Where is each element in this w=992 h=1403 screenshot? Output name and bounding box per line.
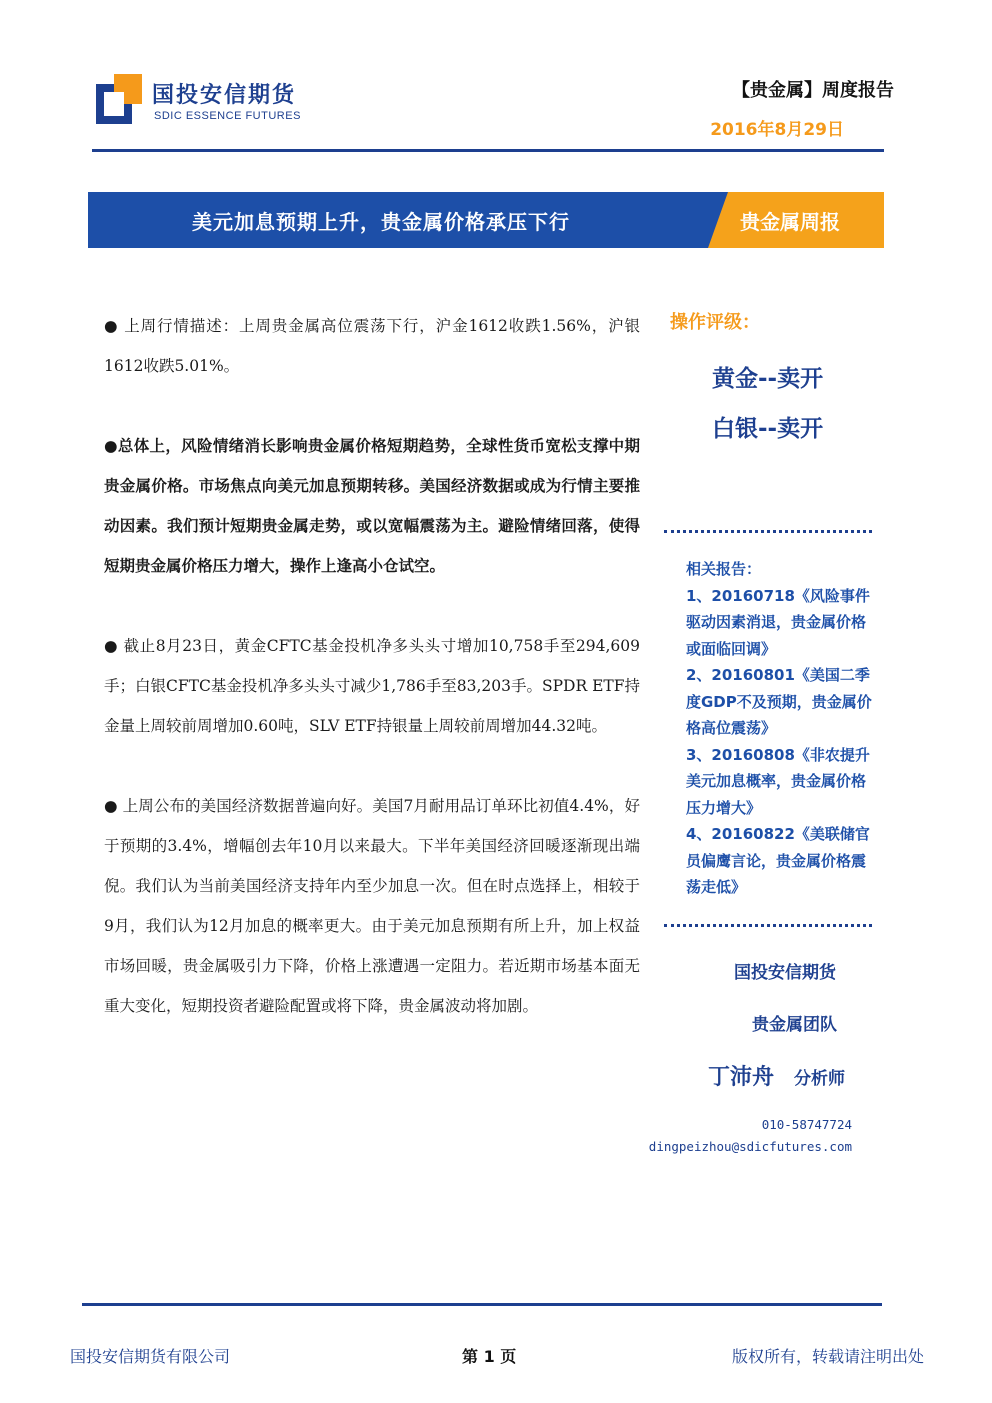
related-report-item[interactable]: 4、20160822《美联储官员偏鹰言论，贵金属价格震荡走低》 [686, 825, 870, 896]
contact-email[interactable]: dingpeizhou@sdicfutures.com [648, 1139, 852, 1154]
analyst-name: 丁沛舟 [708, 1065, 775, 1090]
company-logo [96, 74, 316, 130]
report-type: 【贵金属】周度报告 [732, 80, 894, 101]
related-report-item[interactable]: 3、20160808《非农提升美元加息概率，贵金属价格压力增大》 [686, 745, 870, 817]
logo-company-name-en: SDIC ESSENCE FUTURES [154, 110, 301, 122]
side-divider-top [664, 530, 872, 533]
contact-phone: 010-58747724 [761, 1117, 852, 1132]
title-banner [88, 192, 884, 248]
footer-copyright: 版权所有，转载请注明出处 [731, 1347, 924, 1366]
logo-company-name: 国投安信期货 [152, 83, 297, 108]
related-report-item[interactable]: 2、20160801《美国二季度GDP不及预期，贵金属价格高位震荡》 [686, 666, 872, 737]
overall-view-paragraph: ●总体上，风险情绪消长影响贵金属价格短期趋势，全球性货币宽松支撑中期贵金属价格。市场焦点向美元加息预期转移。美国经济数据或成为行情主要推动因素。我们预计短期贵金属走势，或以宽幅震荡为主。避险情绪回落，使得短期贵金属价格压力增大，操作上逢高小仓试空。 [104, 437, 640, 575]
footer-company: 国投安信期货有限公司 [70, 1347, 231, 1366]
report-title: 美元加息预期上升，贵金属价格承压下行 [192, 210, 570, 234]
related-reports [686, 556, 872, 901]
rating-silver: 白银--卖开 [712, 416, 824, 442]
footer-divider [82, 1303, 882, 1306]
contact-info [634, 1114, 852, 1158]
logo-mark-icon [96, 74, 142, 126]
related-report-item[interactable]: 1、20160718《风险事件驱动因素消退，贵金属价格或面临回调》 [686, 586, 870, 658]
related-reports-title: 相关报告： [686, 560, 762, 578]
header-divider [92, 149, 884, 152]
report-category-tag: 贵金属周报 [740, 210, 840, 234]
report-date: 2016年8月29日 [710, 120, 844, 140]
team-company: 国投安信期货 [734, 963, 836, 983]
page-number: 第 1 页 [462, 1347, 517, 1366]
team-name: 贵金属团队 [752, 1015, 837, 1035]
rating-gold: 黄金--卖开 [712, 366, 824, 392]
side-divider-bottom [664, 924, 872, 927]
analyst [708, 1060, 845, 1091]
economic-data-paragraph: ● 上周公布的美国经济数据普遍向好。美国7月耐用品订单环比初值4.4%，好于预期的3.4%，增幅创去年10月以来最大。下半年美国经济回暖逐渐现出端倪。我们认为当前美国经济支持年内至少加息一次。但在时点选择上，相较于9月，我们认为12月加息的概率更大。由于美元加息预期有所上升，加上权益市场回暖，贵金属吸引力下降，价格上涨遭遇一定阻力。若近期市场基本面无重大变化，短期投资者避险配置或将下降，贵金属波动将加剧。 [104, 797, 640, 1015]
rating-label: 操作评级： [670, 312, 760, 333]
positions-paragraph: ● 截止8月23日，黄金CFTC基金投机净多头头寸增加10,758手至294,609手；白银CFTC基金投机净多头头寸减少1,786手至83,203手。SPDR ETF持金量上周较前周增加0.60吨，SLV ETF持银量上周较前周增加44.32吨。 [104, 637, 640, 735]
analyst-role: 分析师 [794, 1069, 846, 1089]
market-summary-paragraph: ● 上周行情描述：上周贵金属高位震荡下行，沪金1612收跌1.56%，沪银1612收跌5.01%。 [104, 317, 640, 375]
main-content [104, 306, 640, 1066]
